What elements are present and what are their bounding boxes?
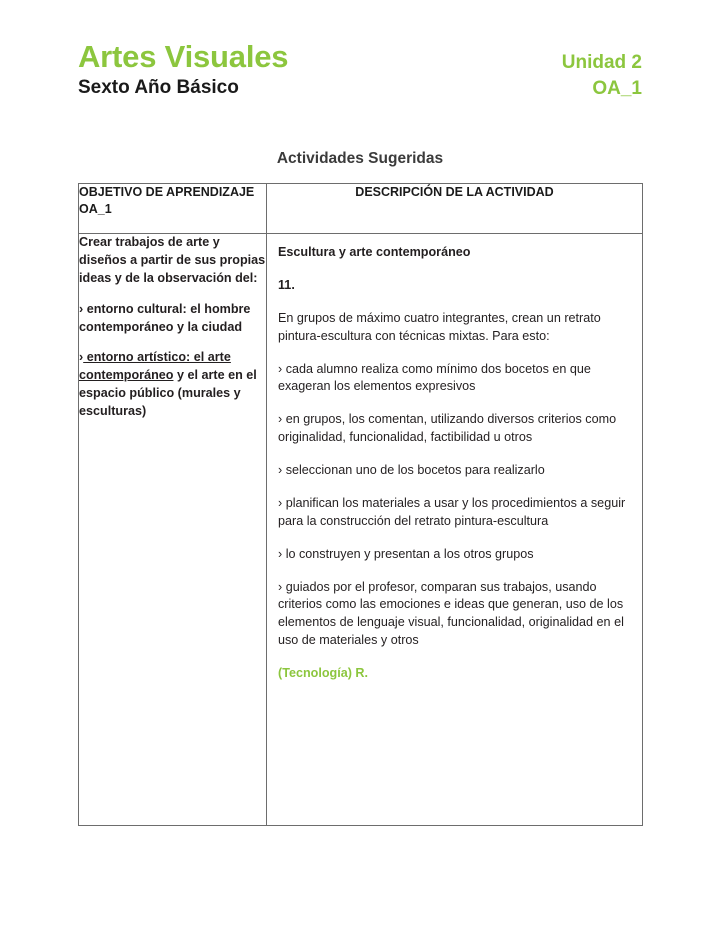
description-bullet-3: › seleccionan uno de los bocetos para realizarlo (278, 463, 545, 477)
document-header (78, 40, 642, 101)
description-intro: En grupos de máximo cuatro integrantes, crean un retrato pintura-escultura con técnicas mixtas. Para esto: (278, 310, 601, 343)
chevron-marker-icon: › (79, 350, 84, 365)
objective-bullet-1-text: entorno cultural: el hombre contemporáneo y la ciudad (79, 301, 251, 334)
subject-title: Artes Visuales (78, 39, 289, 74)
table-header-row (79, 184, 643, 234)
description-bullet-4: › planifican los materiales a usar y los procedimientos a seguir para la construcción del retrato pintura-escultura (278, 495, 626, 528)
objective-bullet-1 (79, 301, 266, 337)
description-activity-number: 11. (278, 277, 295, 292)
description-bullet-5: › lo construyen y presentan a los otros grupos (278, 546, 534, 561)
objective-intro: Crear trabajos de arte y diseños a partir de sus propias ideas y de la observación del: (79, 235, 266, 285)
table-content-row (79, 234, 643, 826)
column-header-description: DESCRIPCIÓN DE LA ACTIVIDAD (267, 184, 643, 234)
unit-label: Unidad 2 (561, 52, 642, 73)
description-subject-note: (Tecnología) R. (278, 666, 369, 680)
description-cell (267, 234, 643, 826)
chevron-marker-icon: › (79, 301, 84, 316)
description-bullet-2: › en grupos, los comentan, utilizando diversos criterios como originalidad, funcionalidad, factibilidad u otros (278, 412, 617, 445)
objective-bullet-2-rest: y el arte en el espacio público (murales y esculturas) (79, 368, 257, 418)
grade-title: Sexto Año Básico (78, 77, 239, 99)
objective-cell (79, 234, 267, 826)
objective-bullet-2 (79, 349, 266, 421)
header-right-group (562, 40, 642, 101)
activities-table (78, 183, 643, 826)
header-left-group (78, 40, 288, 100)
objective-bullet-2-underlined: entorno artístico: el arte contemporáneo (79, 350, 231, 383)
section-title: Actividades Sugeridas (276, 150, 444, 167)
column-header-objective: OBJETIVO DE APRENDIZAJE OA_1 (79, 184, 267, 234)
description-heading: Escultura y arte contemporáneo (278, 245, 471, 259)
description-bullet-6: › guiados por el profesor, comparan sus trabajos, usando criterios como las emociones e ideas que generan, uso de los elementos de lenguaje visual, funcionalidad, originalidad en el uso de materiales y otros (278, 579, 624, 648)
description-bullet-1: › cada alumno realiza como mínimo dos bocetos en que exageran los elementos expresivos (278, 361, 591, 394)
oa-label: OA_1 (592, 77, 642, 99)
